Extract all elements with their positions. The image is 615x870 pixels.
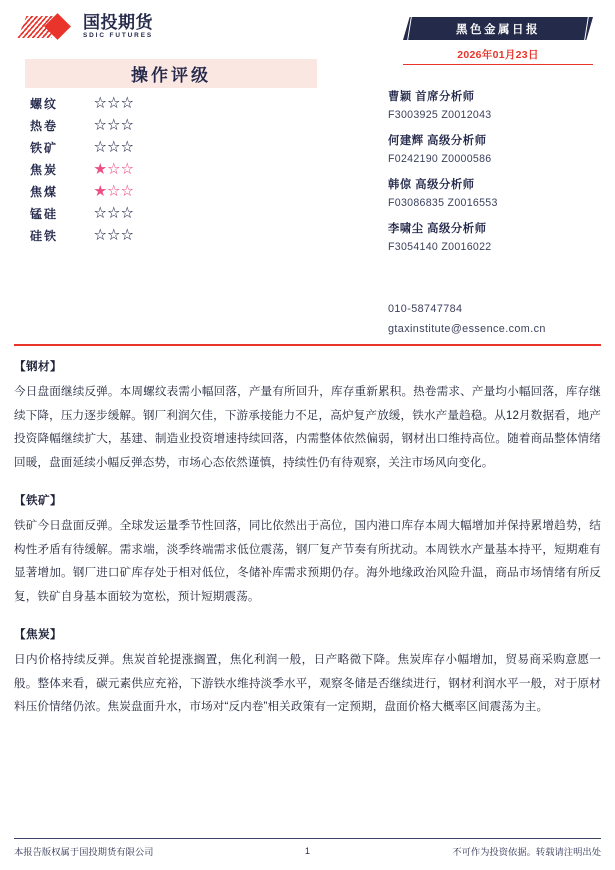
logo-text bbox=[83, 14, 153, 39]
footer-page-number: 1 bbox=[304, 846, 311, 856]
rating-commodity-name: 热卷 bbox=[30, 118, 59, 133]
rating-title-bar bbox=[25, 59, 317, 88]
star-filled-icon: ★ bbox=[94, 184, 108, 199]
star-outline-icon: ☆ bbox=[121, 184, 135, 199]
star-outline-icon: ☆ bbox=[121, 95, 135, 110]
analyst-license-code: F03086835 Z0016553 bbox=[388, 197, 498, 209]
rating-stars bbox=[94, 97, 135, 110]
section-heading: 【钢材】 bbox=[14, 360, 62, 373]
star-outline-icon: ☆ bbox=[94, 206, 108, 221]
star-outline-icon: ☆ bbox=[107, 184, 122, 199]
star-outline-icon: ☆ bbox=[121, 117, 135, 132]
rating-row bbox=[30, 180, 320, 202]
logo-name-en: SDIC FUTURES bbox=[83, 32, 154, 40]
rating-stars bbox=[94, 185, 135, 198]
date-underline bbox=[403, 64, 593, 65]
analyst-license-code: F0242190 Z0000586 bbox=[388, 153, 492, 165]
rating-row bbox=[30, 225, 320, 247]
report-title-banner bbox=[403, 17, 593, 40]
rating-commodity-name: 螺纹 bbox=[30, 96, 59, 111]
section-paragraph: 铁矿今日盘面反弹。全球发运量季节性回落，同比依然出于高位，国内港口库存本周大幅增加并保持累增趋势，结构性矛盾有待缓解。需求端，淡季终端需求低位震荡，钢厂复产节奏有所扰动。本周铁水产量基本持平，短期难有显著增加。钢厂进口矿库存处于相对低位，冬储补库需求预期仍存。海外地缘政治风险升温，商品市场情绪有所反复，铁矿自身基本面较为宽松，预计短期震荡。 bbox=[14, 519, 601, 603]
rating-row bbox=[30, 92, 320, 114]
analyst-name: 曹颖 首席分析师 bbox=[388, 91, 475, 103]
report-title: 黑色金属日报 bbox=[456, 23, 540, 36]
rating-row bbox=[30, 202, 320, 224]
report-date-block bbox=[403, 47, 593, 65]
contact-block bbox=[388, 303, 603, 343]
analyst-license-code: F3003925 Z0012043 bbox=[388, 109, 492, 121]
star-outline-icon: ☆ bbox=[121, 139, 135, 154]
star-outline-icon: ☆ bbox=[107, 139, 122, 154]
star-outline-icon: ☆ bbox=[121, 206, 135, 221]
report-body bbox=[14, 358, 601, 737]
star-filled-icon: ★ bbox=[94, 162, 108, 177]
star-outline-icon: ☆ bbox=[107, 117, 122, 132]
footer-copyright: 本报告版权属于国投期货有限公司 bbox=[14, 847, 154, 857]
star-outline-icon: ☆ bbox=[107, 95, 122, 110]
report-footer bbox=[14, 838, 601, 858]
analyst-name: 何建辉 高级分析师 bbox=[388, 135, 487, 147]
analyst-name: 韩倞 高级分析师 bbox=[388, 179, 475, 191]
rating-commodity-name: 锰硅 bbox=[30, 207, 59, 222]
rating-commodity-name: 焦煤 bbox=[30, 184, 59, 199]
star-outline-icon: ☆ bbox=[121, 228, 135, 243]
company-logo bbox=[22, 14, 153, 40]
rating-commodity-name: 铁矿 bbox=[30, 140, 59, 155]
star-outline-icon: ☆ bbox=[94, 228, 108, 243]
report-date: 2026年01月23日 bbox=[457, 49, 539, 61]
rating-stars bbox=[94, 163, 135, 176]
star-outline-icon: ☆ bbox=[94, 117, 108, 132]
rating-row bbox=[30, 114, 320, 136]
rating-row bbox=[30, 158, 320, 180]
rating-commodity-name: 焦炭 bbox=[30, 162, 59, 177]
header-divider bbox=[14, 344, 601, 346]
report-header bbox=[0, 0, 615, 61]
rating-list bbox=[30, 92, 320, 247]
rating-row bbox=[30, 136, 320, 158]
rating-title-text: 操作评级 bbox=[131, 66, 211, 85]
rating-stars bbox=[94, 207, 135, 220]
section-heading: 【铁矿】 bbox=[14, 494, 62, 507]
star-outline-icon: ☆ bbox=[94, 139, 108, 154]
logo-name-cn: 国投期货 bbox=[83, 13, 153, 33]
star-outline-icon: ☆ bbox=[121, 162, 135, 177]
contact-email: gtaxinstitute@essence.com.cn bbox=[388, 323, 546, 335]
rating-stars bbox=[94, 119, 135, 132]
star-outline-icon: ☆ bbox=[94, 95, 108, 110]
section-paragraph: 今日盘面继续反弹。本周螺纹表需小幅回落，产量有所回升，库存重新累积。热卷需求、产量均小幅回落，库存继续下降，压力逐步缓解。钢厂利润欠佳，下游承接能力不足，高炉复产放缓，铁水产量趋稳。从12月数据看，地产投资降幅继续扩大，基建、制造业投资增速持续回落，内需整体依然偏弱，钢材出口维持高位。随着商品整体情绪回暖，盘面延续小幅反弹态势，市场心态依然谨慎，持续性仍有待观察，关注市场风向变化。 bbox=[14, 385, 601, 469]
rating-stars bbox=[94, 229, 135, 242]
footer-disclaimer: 不可作为投资依据。转载请注明出处 bbox=[452, 847, 601, 857]
analyst-list bbox=[388, 88, 603, 264]
analyst-license-code: F3054140 Z0016022 bbox=[388, 241, 492, 253]
analyst-name: 李啸尘 高级分析师 bbox=[388, 223, 487, 235]
star-outline-icon: ☆ bbox=[107, 228, 122, 243]
rating-commodity-name: 硅铁 bbox=[30, 229, 59, 244]
section-paragraph: 日内价格持续反弹。焦炭首轮提涨搁置，焦化利润一般，日产略微下降。焦炭库存小幅增加，贸易商采购意愿一般。整体来看，碳元素供应充裕，下游铁水维持淡季水平，观察冬储是否继续进行，钢材利润水平一般，对于原材料压价情绪仍浓。焦炭盘面升水，市场对“反内卷”相关政策有一定预期，盘面价格大概率区间震荡为主。 bbox=[14, 653, 601, 713]
contact-phone: 010-58747784 bbox=[388, 303, 463, 315]
rating-stars bbox=[94, 141, 135, 154]
star-outline-icon: ☆ bbox=[107, 162, 122, 177]
section-heading: 【焦炭】 bbox=[14, 628, 62, 641]
star-outline-icon: ☆ bbox=[107, 206, 122, 221]
sdic-diamond-stripes-logo-icon bbox=[22, 14, 76, 40]
